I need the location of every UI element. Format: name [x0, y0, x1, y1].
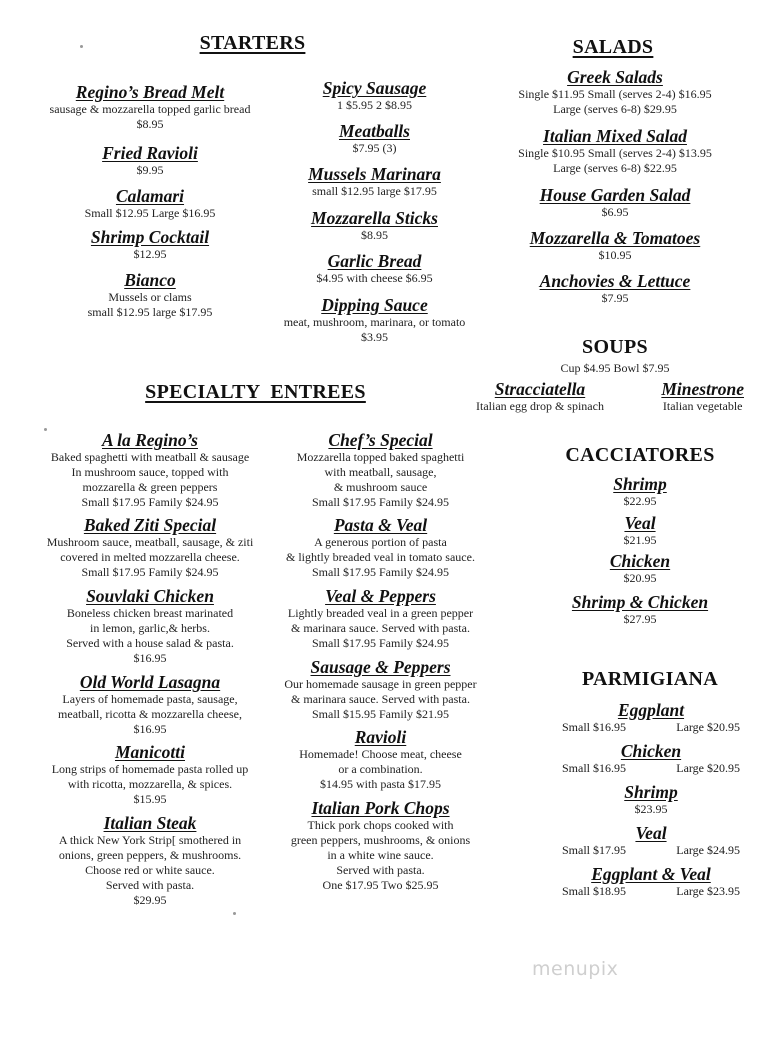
menu-item-detail: Small $17.95 Family $24.95: [81, 565, 219, 579]
menu-item-name: Fried Ravioli: [102, 143, 198, 163]
menu-item: [30, 430, 270, 510]
soup-desc: Italian egg drop & spinach: [476, 399, 604, 413]
menu-item-detail: $3.95: [361, 330, 388, 344]
menu-item-detail: & marinara sauce. Served with pasta.: [291, 621, 470, 635]
menu-item-detail: or a combination.: [338, 762, 423, 776]
menu-item-detail: $14.95 with pasta $17.95: [320, 777, 441, 791]
menu-item-detail: with meatball, sausage,: [324, 465, 437, 479]
spacer: [262, 113, 487, 121]
menu-item-prices: [562, 761, 740, 776]
menu-item-detail: $6.95: [601, 205, 629, 219]
menu-item-detail: Single $10.95 Small (serves 2-4) $13.95: [518, 146, 712, 160]
soups-prices: Cup $4.95 Bowl $7.95: [560, 361, 670, 375]
cacciatores-column: [540, 474, 740, 627]
menu-item-detail: $15.95: [133, 792, 167, 806]
menu-item-name: Old World Lasagna: [79, 672, 221, 692]
menu-item-name: Veal: [624, 513, 656, 533]
menu-item-detail: Thick pork chops cooked with: [307, 818, 454, 832]
menu-item-detail: Mozzarella topped baked spaghetti: [296, 450, 465, 464]
menu-item-name: Shrimp & Chicken: [571, 592, 709, 612]
menu-item-detail: Served with pasta.: [105, 878, 195, 892]
menu-item: [562, 864, 740, 899]
menu-item-detail: Large (serves 6-8) $22.95: [553, 161, 677, 175]
menu-item-name: Spicy Sausage: [322, 78, 427, 98]
specialty-left-column: [30, 430, 270, 908]
menu-item-name: Mozzarella & Tomatoes: [529, 228, 701, 248]
menu-item-name: Pasta & Veal: [333, 515, 428, 535]
menu-item: [268, 657, 493, 722]
menu-item-detail: green peppers, mushrooms, & onions: [290, 833, 471, 847]
menu-item-detail: One $17.95 Two $25.95: [322, 878, 439, 892]
menu-item-detail: $7.95: [601, 291, 629, 305]
starters-heading: STARTERS: [199, 32, 306, 54]
menu-item: [540, 592, 740, 627]
menu-item: [268, 586, 493, 651]
menu-item-detail: Baked spaghetti with meatball & sausage: [50, 450, 250, 464]
spacer: [490, 117, 740, 126]
menu-item-name: Mussels Marinara: [308, 164, 441, 184]
menu-item: [562, 782, 740, 817]
parmigiana-column: [562, 700, 740, 899]
menu-item-detail: Served with pasta.: [336, 863, 425, 877]
menu-item-detail: Homemade! Choose meat, cheese: [299, 747, 462, 761]
menu-item-detail: & mushroom sauce: [333, 480, 428, 494]
menu-item-detail: $12.95: [133, 247, 167, 261]
spacer: [262, 243, 487, 251]
large-price: Large $20.95: [676, 720, 740, 734]
menu-item: [490, 271, 740, 306]
soup-item: [661, 379, 744, 414]
menu-item: [562, 741, 740, 776]
menu-item-name: Garlic Bread: [327, 251, 422, 271]
menu-item-detail: Boneless chicken breast marinated: [66, 606, 234, 620]
menu-item: [262, 121, 487, 156]
menu-item-detail: sausage & mozzarella topped garlic bread: [49, 102, 251, 116]
menu-item: [268, 727, 493, 792]
menu-item-detail: Long strips of homemade pasta rolled up: [51, 762, 249, 776]
menu-item-name: Mozzarella Sticks: [311, 208, 438, 228]
menu-item-detail: & lightly breaded veal in tomato sauce.: [286, 550, 475, 564]
menu-item-detail: Mushroom sauce, meatball, sausage, & ziti: [46, 535, 254, 549]
menu-item: [262, 251, 487, 286]
menu-item: [30, 672, 270, 737]
menu-item-name: Bianco: [124, 270, 176, 290]
soup-name: Minestrone: [661, 379, 744, 399]
menu-item-detail: In mushroom sauce, topped with: [71, 465, 229, 479]
menu-item: [540, 551, 740, 586]
soup-item: [476, 379, 604, 414]
menu-item-detail: Large (serves 6-8) $29.95: [553, 102, 677, 116]
large-price: Large $20.95: [676, 761, 740, 775]
menu-item-name: Anchovies & Lettuce: [539, 271, 691, 291]
salads-heading: SALADS: [572, 36, 654, 58]
menu-item-name: Meatballs: [339, 121, 410, 141]
menu-item-name: Shrimp: [613, 474, 667, 494]
small-price: Small $17.95: [562, 843, 627, 857]
menu-item-detail: meat, mushroom, marinara, or tomato: [283, 315, 466, 329]
spacer: [262, 199, 487, 208]
spacer: [490, 220, 740, 228]
specialty-middle-column: [268, 430, 493, 893]
menu-item-name: Italian Pork Chops: [311, 798, 450, 818]
menu-item-name: Ravioli: [354, 727, 407, 747]
menu-item-name: Calamari: [115, 186, 185, 206]
menu-item-name: Sausage & Peppers: [310, 657, 451, 677]
small-price: Small $16.95: [562, 761, 627, 775]
spacer: [30, 262, 270, 270]
menupix-watermark: menupix: [532, 958, 619, 980]
menu-item-detail: Lightly breaded veal in a green pepper: [287, 606, 474, 620]
menu-item-detail: Single $11.95 Small (serves 2-4) $16.95: [518, 87, 712, 101]
menu-item-detail: $8.95: [361, 228, 388, 242]
menu-item-detail: $8.95: [136, 117, 164, 131]
small-price: Small $16.95: [562, 720, 627, 734]
menu-item-name: Veal & Peppers: [325, 586, 436, 606]
menu-item-name: Eggplant: [617, 700, 685, 720]
soups-items: [476, 379, 744, 414]
menu-item-name: Chicken: [620, 741, 682, 761]
menu-item-detail: Layers of homemade pasta, sausage,: [62, 692, 238, 706]
specialty-entrees-heading: SPECIALTY ENTREES: [145, 381, 366, 403]
menu-item-detail: in lemon, garlic,& herbs.: [90, 621, 210, 635]
menu-item: [540, 513, 740, 548]
menu-item-detail: & marinara sauce. Served with pasta.: [291, 692, 470, 706]
menu-item: [30, 82, 270, 132]
menu-item: [562, 823, 740, 858]
menu-item-detail: $9.95: [136, 163, 164, 177]
spacer: [30, 132, 270, 143]
menu-item: [30, 143, 270, 178]
menu-item: [30, 270, 270, 320]
menu-item-detail: covered in melted mozzarella cheese.: [60, 550, 240, 564]
menu-item-detail: $7.95 (3): [352, 141, 397, 155]
soups-heading: SOUPS: [582, 336, 648, 358]
menu-item: [30, 515, 270, 580]
menu-item: [262, 295, 487, 345]
cacciatores-heading: CACCIATORES: [565, 444, 715, 466]
menu-item-detail: 1 $5.95 2 $8.95: [337, 98, 412, 112]
menu-item: [490, 228, 740, 263]
parmigiana-heading: PARMIGIANA: [582, 668, 718, 690]
soup-name: Stracciatella: [494, 379, 586, 399]
menu-item-detail: $20.95: [623, 571, 657, 585]
starters-left-column: [30, 82, 270, 320]
menu-item: [262, 78, 487, 113]
menu-item-detail: $4.95 with cheese $6.95: [316, 271, 433, 285]
menu-item-detail: Small $17.95 Family $24.95: [311, 565, 449, 579]
menu-item-name: Greek Salads: [567, 67, 663, 87]
spacer: [262, 286, 487, 295]
menu-item-name: Shrimp: [624, 782, 678, 802]
menu-item-name: Veal: [635, 823, 667, 843]
menu-item-detail: $16.95: [133, 651, 167, 665]
small-price: Small $18.95: [562, 884, 627, 898]
menu-item: [30, 586, 270, 666]
menu-item: [30, 742, 270, 807]
spacer: [490, 263, 740, 271]
large-price: Large $24.95: [676, 843, 740, 857]
menu-item-detail: with ricotta, mozzarella, & spices.: [67, 777, 233, 791]
menu-item-detail: $22.95: [623, 494, 657, 508]
menu-item: [268, 430, 493, 510]
menu-item-detail: Small $17.95 Family $24.95: [311, 495, 449, 509]
menu-item-detail: $16.95: [133, 722, 167, 736]
menu-item-name: Italian Steak: [103, 813, 197, 833]
menu-item-name: Souvlaki Chicken: [86, 586, 214, 606]
menu-item-detail: Small $17.95 Family $24.95: [81, 495, 219, 509]
menu-item-detail: Our homemade sausage in green pepper: [284, 677, 477, 691]
menu-item: [490, 185, 740, 220]
menu-item-detail: Served with a house salad & pasta.: [66, 636, 234, 650]
paper-speck: [80, 45, 83, 48]
menu-item-name: A la Regino’s: [102, 430, 198, 450]
menu-item: [490, 67, 740, 117]
menu-item-name: House Garden Salad: [539, 185, 691, 205]
menu-item: [268, 515, 493, 580]
menu-item-name: Manicotti: [114, 742, 185, 762]
menu-item-price: $23.95: [634, 802, 668, 816]
menu-item: [30, 227, 270, 262]
paper-speck: [233, 912, 236, 915]
menu-item: [490, 126, 740, 176]
menu-item-prices: [562, 720, 740, 735]
menu-item-name: Regino’s Bread Melt: [75, 82, 225, 102]
menu-item-detail: A generous portion of pasta: [314, 535, 447, 549]
menu-item: [562, 700, 740, 735]
menu-item: [30, 813, 270, 908]
menu-item-detail: Mussels or clams: [108, 290, 192, 304]
menu-item-detail: $21.95: [623, 533, 657, 547]
menu-item-detail: $29.95: [133, 893, 167, 907]
menu-item-detail: in a white wine sauce.: [327, 848, 434, 862]
menu-item-prices: [562, 884, 740, 899]
starters-middle-column: [262, 78, 487, 345]
large-price: Large $23.95: [676, 884, 740, 898]
menu-item-detail: mozzarella & green peppers: [82, 480, 218, 494]
menu-item-name: Shrimp Cocktail: [90, 227, 210, 247]
menu-item: [30, 186, 270, 221]
paper-speck: [44, 428, 47, 431]
menu-item-detail: A thick New York Strip[ smothered in: [58, 833, 242, 847]
menu-item-name: Baked Ziti Special: [83, 515, 217, 535]
menu-item: [262, 208, 487, 243]
menu-item: [540, 474, 740, 509]
menu-item-detail: Small $15.95 Family $21.95: [311, 707, 449, 721]
menu-item-detail: Small $12.95 Large $16.95: [84, 206, 216, 220]
menu-item-name: Chicken: [609, 551, 671, 571]
menu-item-name: Italian Mixed Salad: [543, 126, 687, 146]
menu-item-detail: Choose red or white sauce.: [85, 863, 215, 877]
menu-item-detail: $27.95: [623, 612, 657, 626]
menu-item-name: Chef’s Special: [328, 430, 433, 450]
salads-column: [490, 67, 740, 306]
menu-item-detail: $10.95: [598, 248, 632, 262]
menu-item-detail: meatball, ricotta & mozzarella cheese,: [58, 707, 242, 721]
menu-item-detail: small $12.95 large $17.95: [312, 184, 437, 198]
menu-item-detail: Small $17.95 Family $24.95: [311, 636, 449, 650]
menu-item-name: Eggplant & Veal: [591, 864, 711, 884]
spacer: [30, 178, 270, 186]
menu-item: [262, 164, 487, 199]
menu-item-detail: small $12.95 large $17.95: [87, 305, 213, 319]
spacer: [262, 156, 487, 164]
soup-desc: Italian vegetable: [662, 399, 743, 413]
menu-item-name: Dipping Sauce: [321, 295, 428, 315]
menu-item-detail: onions, green peppers, & mushrooms.: [58, 848, 242, 862]
spacer: [490, 176, 740, 185]
menu-item-prices: [562, 843, 740, 858]
menu-item: [268, 798, 493, 893]
